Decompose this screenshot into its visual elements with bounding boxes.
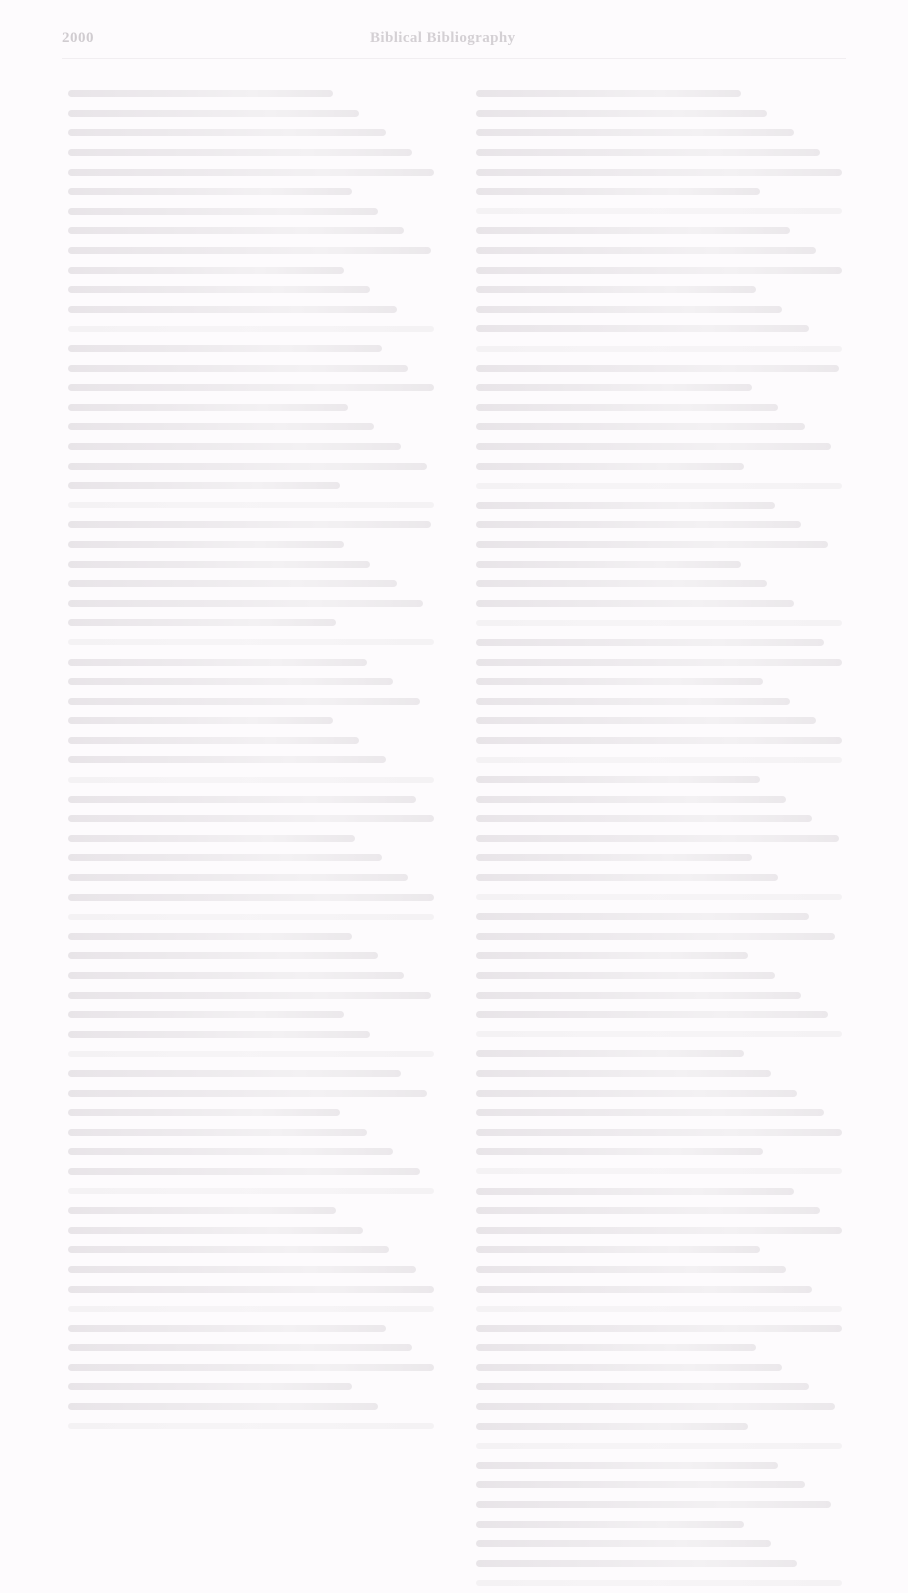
faded-text-line bbox=[68, 619, 336, 626]
index-row bbox=[62, 672, 440, 692]
faded-text-line bbox=[476, 521, 801, 528]
faded-text-line bbox=[476, 972, 775, 979]
index-row bbox=[470, 1181, 848, 1201]
block-separator bbox=[62, 633, 440, 653]
faded-text-line bbox=[476, 169, 842, 176]
index-row bbox=[62, 593, 440, 613]
faded-text-line bbox=[476, 247, 816, 254]
index-row bbox=[470, 104, 848, 124]
faded-text-line bbox=[476, 1501, 831, 1508]
index-row bbox=[62, 1005, 440, 1025]
faded-text-line bbox=[68, 443, 401, 450]
faded-text-line bbox=[68, 169, 434, 176]
faded-text-line bbox=[68, 815, 434, 822]
index-row bbox=[62, 848, 440, 868]
index-row bbox=[470, 1279, 848, 1299]
faded-text-line bbox=[476, 992, 801, 999]
faded-text-line bbox=[476, 678, 763, 685]
index-row bbox=[470, 1377, 848, 1397]
index-row bbox=[62, 1279, 440, 1299]
faded-separator-line bbox=[476, 1580, 842, 1586]
index-row bbox=[62, 574, 440, 594]
faded-text-line bbox=[476, 1560, 797, 1567]
index-row bbox=[62, 1142, 440, 1162]
index-row bbox=[62, 1220, 440, 1240]
index-row bbox=[470, 907, 848, 927]
index-row bbox=[470, 1220, 848, 1240]
index-row bbox=[470, 398, 848, 418]
faded-text-line bbox=[68, 933, 352, 940]
faded-text-line bbox=[68, 600, 423, 607]
faded-text-line bbox=[476, 1050, 744, 1057]
index-row bbox=[62, 241, 440, 261]
faded-text-line bbox=[476, 698, 790, 705]
faded-separator-line bbox=[68, 1051, 434, 1057]
index-row bbox=[470, 1338, 848, 1358]
faded-separator-line bbox=[476, 483, 842, 489]
faded-text-line bbox=[476, 659, 842, 666]
faded-text-line bbox=[476, 306, 782, 313]
index-row bbox=[62, 202, 440, 222]
index-row bbox=[470, 1358, 848, 1378]
faded-text-line bbox=[476, 149, 820, 156]
faded-separator-line bbox=[68, 777, 434, 783]
faded-text-line bbox=[476, 776, 760, 783]
index-row bbox=[62, 691, 440, 711]
faded-text-line bbox=[476, 1011, 828, 1018]
index-row bbox=[62, 123, 440, 143]
block-separator bbox=[470, 1162, 848, 1182]
index-row bbox=[62, 1377, 440, 1397]
faded-text-line bbox=[476, 1246, 760, 1253]
block-separator bbox=[470, 887, 848, 907]
faded-text-line bbox=[476, 1325, 842, 1332]
left-column bbox=[62, 84, 440, 1436]
faded-text-line bbox=[476, 1364, 782, 1371]
faded-text-line bbox=[68, 110, 359, 117]
index-row bbox=[470, 182, 848, 202]
index-row bbox=[62, 1338, 440, 1358]
faded-text-line bbox=[68, 894, 434, 901]
faded-text-line bbox=[476, 325, 809, 332]
faded-text-line bbox=[68, 580, 397, 587]
index-row bbox=[62, 1201, 440, 1221]
index-row bbox=[470, 1103, 848, 1123]
faded-text-line bbox=[68, 1344, 412, 1351]
index-row bbox=[62, 985, 440, 1005]
index-row bbox=[470, 789, 848, 809]
faded-text-line bbox=[476, 1188, 794, 1195]
index-row bbox=[470, 1260, 848, 1280]
block-separator bbox=[62, 1044, 440, 1064]
index-row bbox=[62, 535, 440, 555]
index-row bbox=[470, 966, 848, 986]
faded-text-line bbox=[476, 1521, 744, 1528]
index-row bbox=[62, 515, 440, 535]
index-row bbox=[62, 946, 440, 966]
faded-text-line bbox=[476, 463, 744, 470]
faded-text-line bbox=[476, 1148, 763, 1155]
index-row bbox=[470, 1240, 848, 1260]
faded-text-line bbox=[68, 698, 420, 705]
index-row bbox=[62, 143, 440, 163]
index-row bbox=[470, 927, 848, 947]
block-separator bbox=[470, 339, 848, 359]
faded-text-line bbox=[476, 737, 842, 744]
faded-text-line bbox=[476, 423, 805, 430]
faded-text-line bbox=[476, 1462, 778, 1469]
faded-text-line bbox=[476, 1344, 756, 1351]
index-row bbox=[62, 221, 440, 241]
index-row bbox=[62, 456, 440, 476]
faded-text-line bbox=[476, 110, 767, 117]
faded-text-line bbox=[476, 796, 786, 803]
index-row bbox=[62, 339, 440, 359]
index-row bbox=[470, 1318, 848, 1338]
faded-text-line bbox=[68, 208, 378, 215]
faded-separator-line bbox=[476, 620, 842, 626]
index-row bbox=[470, 358, 848, 378]
faded-separator-line bbox=[476, 1306, 842, 1312]
index-row bbox=[62, 437, 440, 457]
index-row bbox=[470, 848, 848, 868]
index-row bbox=[470, 672, 848, 692]
index-row bbox=[470, 1064, 848, 1084]
index-row bbox=[470, 1142, 848, 1162]
faded-text-line bbox=[68, 90, 333, 97]
index-row bbox=[470, 143, 848, 163]
faded-separator-line bbox=[68, 502, 434, 508]
faded-text-line bbox=[68, 992, 431, 999]
faded-text-line bbox=[476, 1227, 842, 1234]
faded-text-line bbox=[68, 482, 340, 489]
index-row bbox=[470, 574, 848, 594]
index-row bbox=[62, 1260, 440, 1280]
faded-text-line bbox=[68, 1109, 340, 1116]
faded-text-line bbox=[476, 1207, 820, 1214]
index-row bbox=[470, 652, 848, 672]
right-column bbox=[470, 84, 848, 1593]
faded-separator-line bbox=[68, 639, 434, 645]
faded-separator-line bbox=[476, 757, 842, 763]
faded-text-line bbox=[68, 188, 352, 195]
faded-separator-line bbox=[476, 894, 842, 900]
faded-text-line bbox=[476, 286, 756, 293]
index-row bbox=[470, 378, 848, 398]
index-row bbox=[470, 946, 848, 966]
index-row bbox=[470, 495, 848, 515]
index-row bbox=[62, 652, 440, 672]
faded-separator-line bbox=[68, 1306, 434, 1312]
index-row bbox=[62, 731, 440, 751]
index-row bbox=[470, 515, 848, 535]
block-separator bbox=[62, 1181, 440, 1201]
faded-text-line bbox=[68, 561, 370, 568]
faded-text-line bbox=[68, 227, 404, 234]
faded-text-line bbox=[68, 1403, 378, 1410]
index-row bbox=[470, 300, 848, 320]
faded-text-line bbox=[476, 90, 741, 97]
faded-text-line bbox=[476, 600, 794, 607]
index-row bbox=[62, 300, 440, 320]
faded-text-line bbox=[476, 541, 828, 548]
faded-text-line bbox=[68, 952, 378, 959]
block-separator bbox=[62, 1416, 440, 1436]
faded-text-line bbox=[476, 1266, 786, 1273]
faded-separator-line bbox=[476, 208, 842, 214]
faded-separator-line bbox=[476, 1031, 842, 1037]
running-head: Biblical Bibliography bbox=[370, 30, 516, 46]
index-row bbox=[470, 123, 848, 143]
faded-text-line bbox=[68, 972, 404, 979]
faded-text-line bbox=[476, 1423, 748, 1430]
faded-text-line bbox=[476, 854, 752, 861]
index-row bbox=[470, 1495, 848, 1515]
faded-text-line bbox=[68, 756, 386, 763]
faded-text-line bbox=[476, 1481, 805, 1488]
page-header bbox=[62, 30, 846, 54]
faded-text-line bbox=[68, 1227, 363, 1234]
index-row bbox=[470, 1083, 848, 1103]
block-separator bbox=[470, 202, 848, 222]
index-row bbox=[470, 1456, 848, 1476]
index-row bbox=[62, 358, 440, 378]
index-row bbox=[62, 417, 440, 437]
faded-text-line bbox=[476, 443, 831, 450]
faded-text-line bbox=[68, 1364, 434, 1371]
index-row bbox=[470, 770, 848, 790]
faded-text-line bbox=[68, 149, 412, 156]
faded-text-line bbox=[68, 521, 431, 528]
index-row bbox=[62, 1083, 440, 1103]
faded-text-line bbox=[476, 384, 752, 391]
index-row bbox=[470, 417, 848, 437]
faded-text-line bbox=[476, 1286, 812, 1293]
faded-separator-line bbox=[476, 346, 842, 352]
block-separator bbox=[470, 1573, 848, 1593]
index-row bbox=[470, 554, 848, 574]
faded-text-line bbox=[68, 1129, 367, 1136]
index-row bbox=[470, 535, 848, 555]
index-row bbox=[62, 966, 440, 986]
index-row bbox=[470, 260, 848, 280]
faded-text-line bbox=[68, 659, 367, 666]
index-row bbox=[470, 1534, 848, 1554]
faded-text-line bbox=[476, 267, 842, 274]
index-row bbox=[62, 1397, 440, 1417]
index-row bbox=[470, 319, 848, 339]
block-separator bbox=[470, 1436, 848, 1456]
index-row bbox=[470, 1475, 848, 1495]
block-separator bbox=[470, 476, 848, 496]
index-row bbox=[470, 711, 848, 731]
index-row bbox=[62, 476, 440, 496]
block-separator bbox=[62, 770, 440, 790]
faded-text-line bbox=[476, 1090, 797, 1097]
index-row bbox=[62, 280, 440, 300]
faded-text-line bbox=[68, 1168, 420, 1175]
index-row bbox=[62, 104, 440, 124]
faded-separator-line bbox=[68, 1188, 434, 1194]
faded-text-line bbox=[476, 1383, 809, 1390]
index-row bbox=[62, 1064, 440, 1084]
faded-text-line bbox=[68, 365, 408, 372]
block-separator bbox=[470, 1025, 848, 1045]
block-separator bbox=[470, 613, 848, 633]
index-row bbox=[470, 437, 848, 457]
faded-text-line bbox=[68, 267, 344, 274]
header-rule bbox=[62, 58, 846, 59]
index-row bbox=[62, 162, 440, 182]
faded-text-line bbox=[68, 306, 397, 313]
faded-text-line bbox=[476, 874, 778, 881]
faded-text-line bbox=[68, 384, 434, 391]
faded-text-line bbox=[68, 129, 386, 136]
block-separator bbox=[62, 495, 440, 515]
faded-text-line bbox=[68, 854, 382, 861]
faded-text-line bbox=[68, 463, 427, 470]
faded-text-line bbox=[476, 404, 778, 411]
index-row bbox=[470, 691, 848, 711]
faded-text-line bbox=[476, 188, 760, 195]
index-row bbox=[62, 1122, 440, 1142]
faded-text-line bbox=[68, 1246, 389, 1253]
faded-text-line bbox=[68, 1266, 416, 1273]
index-row bbox=[470, 1514, 848, 1534]
block-separator bbox=[470, 1299, 848, 1319]
index-row bbox=[470, 1005, 848, 1025]
index-row bbox=[62, 789, 440, 809]
faded-text-line bbox=[476, 913, 809, 920]
faded-text-line bbox=[68, 1325, 386, 1332]
index-row bbox=[62, 1025, 440, 1045]
index-row bbox=[62, 260, 440, 280]
index-row bbox=[62, 1240, 440, 1260]
index-row bbox=[62, 1162, 440, 1182]
index-row bbox=[62, 182, 440, 202]
index-row bbox=[62, 554, 440, 574]
faded-text-line bbox=[68, 1383, 352, 1390]
faded-text-line bbox=[68, 1070, 401, 1077]
index-row bbox=[470, 1201, 848, 1221]
faded-text-line bbox=[68, 1090, 427, 1097]
index-row bbox=[470, 1122, 848, 1142]
index-row bbox=[62, 829, 440, 849]
index-row bbox=[470, 456, 848, 476]
index-row bbox=[62, 927, 440, 947]
index-row bbox=[470, 731, 848, 751]
faded-text-line bbox=[476, 227, 790, 234]
faded-text-line bbox=[68, 1031, 370, 1038]
faded-separator-line bbox=[476, 1443, 842, 1449]
index-row bbox=[470, 809, 848, 829]
faded-text-line bbox=[68, 1207, 336, 1214]
block-separator bbox=[470, 750, 848, 770]
block-separator bbox=[62, 319, 440, 339]
faded-text-line bbox=[68, 1148, 393, 1155]
index-row bbox=[62, 1358, 440, 1378]
faded-text-line bbox=[476, 1129, 842, 1136]
index-row bbox=[470, 1397, 848, 1417]
faded-text-line bbox=[68, 1011, 344, 1018]
index-row bbox=[62, 809, 440, 829]
faded-text-line bbox=[68, 835, 355, 842]
index-row bbox=[470, 1044, 848, 1064]
faded-text-line bbox=[476, 835, 839, 842]
faded-text-line bbox=[68, 796, 416, 803]
index-row bbox=[62, 613, 440, 633]
faded-text-line bbox=[476, 580, 767, 587]
block-separator bbox=[62, 1299, 440, 1319]
faded-text-line bbox=[476, 1109, 824, 1116]
index-row bbox=[62, 1103, 440, 1123]
faded-text-line bbox=[68, 345, 382, 352]
faded-text-line bbox=[68, 423, 374, 430]
index-row bbox=[62, 887, 440, 907]
index-row bbox=[470, 162, 848, 182]
faded-separator-line bbox=[476, 1168, 842, 1174]
index-row bbox=[62, 868, 440, 888]
index-row bbox=[470, 84, 848, 104]
faded-separator-line bbox=[68, 914, 434, 920]
faded-text-line bbox=[68, 717, 333, 724]
index-row bbox=[470, 829, 848, 849]
faded-text-line bbox=[476, 639, 824, 646]
index-row bbox=[470, 985, 848, 1005]
index-row bbox=[62, 711, 440, 731]
faded-text-line bbox=[68, 247, 431, 254]
index-row bbox=[62, 1318, 440, 1338]
index-row bbox=[470, 633, 848, 653]
index-row bbox=[470, 1416, 848, 1436]
faded-text-line bbox=[68, 737, 359, 744]
faded-text-line bbox=[476, 1540, 771, 1547]
faded-separator-line bbox=[68, 326, 434, 332]
faded-text-line bbox=[476, 365, 839, 372]
index-row bbox=[470, 280, 848, 300]
faded-text-line bbox=[476, 717, 816, 724]
faded-text-line bbox=[476, 561, 741, 568]
index-row bbox=[470, 1554, 848, 1574]
index-row bbox=[62, 84, 440, 104]
faded-text-line bbox=[68, 541, 344, 548]
faded-text-line bbox=[68, 874, 408, 881]
index-row bbox=[470, 241, 848, 261]
index-row bbox=[470, 868, 848, 888]
block-separator bbox=[62, 907, 440, 927]
faded-text-line bbox=[68, 404, 348, 411]
faded-separator-line bbox=[68, 1423, 434, 1429]
faded-text-line bbox=[68, 286, 370, 293]
faded-text-line bbox=[476, 129, 794, 136]
page-number: 2000 bbox=[62, 30, 94, 46]
index-row bbox=[470, 221, 848, 241]
faded-text-line bbox=[68, 1286, 434, 1293]
index-row bbox=[62, 398, 440, 418]
faded-text-line bbox=[68, 678, 393, 685]
faded-text-line bbox=[476, 952, 748, 959]
faded-text-line bbox=[476, 815, 812, 822]
index-row bbox=[62, 378, 440, 398]
index-row bbox=[470, 593, 848, 613]
faded-text-line bbox=[476, 502, 775, 509]
faded-text-line bbox=[476, 1070, 771, 1077]
faded-text-line bbox=[476, 1403, 835, 1410]
index-row bbox=[62, 750, 440, 770]
faded-text-line bbox=[476, 933, 835, 940]
